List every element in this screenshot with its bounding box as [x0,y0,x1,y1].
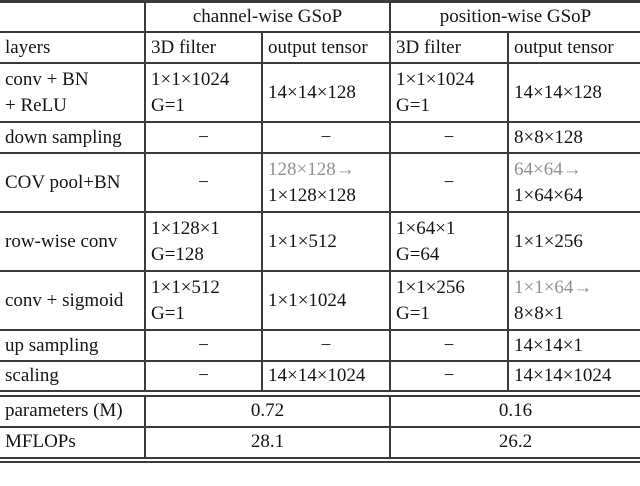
cell-line: up sampling [5,334,99,356]
pw-output-cell [508,63,640,122]
cw-filter-cell [145,63,262,122]
table-row-conv-sigmoid [0,271,640,330]
cell-line: 1×64×1 [396,217,456,239]
pw-output-cell [508,271,640,330]
layer-name-cell [0,63,145,122]
cell-line: G=1 [151,302,185,324]
cell-line: 1×1×1024 [396,68,475,90]
column-header-layers: layers [5,36,51,58]
cw-filter-cell [145,212,262,271]
dash-placeholder: − [198,171,209,193]
dash-placeholder: − [320,126,332,148]
mflops-position-wise-value: 26.2 [390,427,640,460]
cell-line: + ReLU [5,94,67,116]
pw-filter-cell [390,122,508,153]
dash-placeholder: − [443,126,455,148]
summary-row-mflops [0,427,640,460]
pw-filter-cell [390,361,508,394]
cw-output-cell [262,361,390,394]
cw-filter-cell [145,361,262,394]
group-header-row [0,2,640,33]
cell-line: 1×128×128 [268,184,356,206]
table-row-cov-pool-bn [0,153,640,212]
dash-placeholder: − [198,365,209,386]
cell-line: G=1 [396,94,430,116]
dash-placeholder: − [198,126,209,148]
layer-name-cell [0,122,145,153]
cell-line: 1×1×512 [268,230,337,252]
cw-filter-cell [145,330,262,361]
cell-line: row-wise conv [5,230,118,252]
cw-filter-cell [145,153,262,212]
cell-line: 1×64×64 [514,184,583,206]
dash-placeholder: − [198,334,209,356]
group-header-position-wise: position-wise GSoP [390,2,640,33]
cw-output-cell [262,330,390,361]
column-header-cw-output-tensor: output tensor [262,32,390,63]
cell-line: 1×1×256 [514,230,583,252]
pw-output-cell [508,361,640,394]
cw-output-cell [262,122,390,153]
pw-filter-cell [390,153,508,212]
pw-filter-cell [390,63,508,122]
pw-output-cell [508,153,640,212]
parameters-position-wise-value: 0.16 [390,394,640,427]
cell-line: 1×1×512 [151,276,220,298]
cell-line: conv + BN [5,68,89,90]
cell-line: 1×1×256 [396,276,465,298]
pw-filter-cell [390,330,508,361]
cw-output-cell [262,63,390,122]
table-row-scaling [0,361,640,394]
cw-output-cell [262,153,390,212]
summary-label-cell: parameters (M) [5,400,123,422]
column-header-cw-3d-filter: 3D filter [145,32,262,63]
column-header-pw-output-tensor: output tensor [508,32,640,63]
group-header-channel-wise: channel-wise GSoP [145,2,390,33]
cell-line: G=1 [396,302,430,324]
cell-line: 1×1×1024 [268,289,347,311]
pw-output-cell [508,212,640,271]
summary-row-parameters [0,394,640,427]
cell-line: scaling [5,365,59,386]
cw-filter-cell [145,271,262,330]
table-row-down-sampling [0,122,640,153]
cell-line: G=128 [151,243,204,265]
parameters-channel-wise-value: 0.72 [145,394,390,427]
pw-output-cell [508,330,640,361]
layer-name-cell [0,271,145,330]
mflops-channel-wise-value: 28.1 [145,427,390,460]
column-header-pw-3d-filter: 3D filter [390,32,508,63]
table-row-conv-bn-relu [0,63,640,122]
table-row-row-wise-conv [0,212,640,271]
pw-filter-cell [390,271,508,330]
table-row-up-sampling [0,330,640,361]
corner-cell [0,2,145,33]
cell-line: 14×14×1 [514,334,583,356]
summary-label-cell: MFLOPs [5,431,76,452]
cw-filter-cell [145,122,262,153]
cell-line: 14×14×128 [514,81,602,103]
column-header-row [0,32,640,63]
cell-line: conv + sigmoid [5,289,124,311]
cell-line: down sampling [5,126,122,148]
layer-name-cell [0,153,145,212]
layer-name-cell [0,330,145,361]
dash-placeholder: − [320,334,332,356]
cell-line: 14×14×1024 [514,365,612,386]
cell-line: 1×1×1024 [151,68,230,90]
cell-line: G=64 [396,243,440,265]
layer-name-cell [0,361,145,394]
cell-line: 14×14×1024 [268,365,366,386]
cell-line-muted: 1×1×64→ [514,276,593,298]
pw-output-cell [508,122,640,153]
cell-line-muted: 64×64→ [514,158,582,180]
dash-placeholder: − [443,365,455,386]
cw-output-cell [262,271,390,330]
cell-line: 8×8×1 [514,302,564,324]
cell-line: 8×8×128 [514,126,583,148]
cell-line: 1×128×1 [151,217,220,239]
cell-line: 14×14×128 [268,81,356,103]
dash-placeholder: − [443,171,455,193]
dash-placeholder: − [443,334,455,356]
cell-line: COV pool+BN [5,171,121,193]
cell-line-muted: 128×128→ [268,158,355,180]
layer-name-cell [0,212,145,271]
cw-output-cell [262,212,390,271]
cell-line: G=1 [151,94,185,116]
pw-filter-cell [390,212,508,271]
